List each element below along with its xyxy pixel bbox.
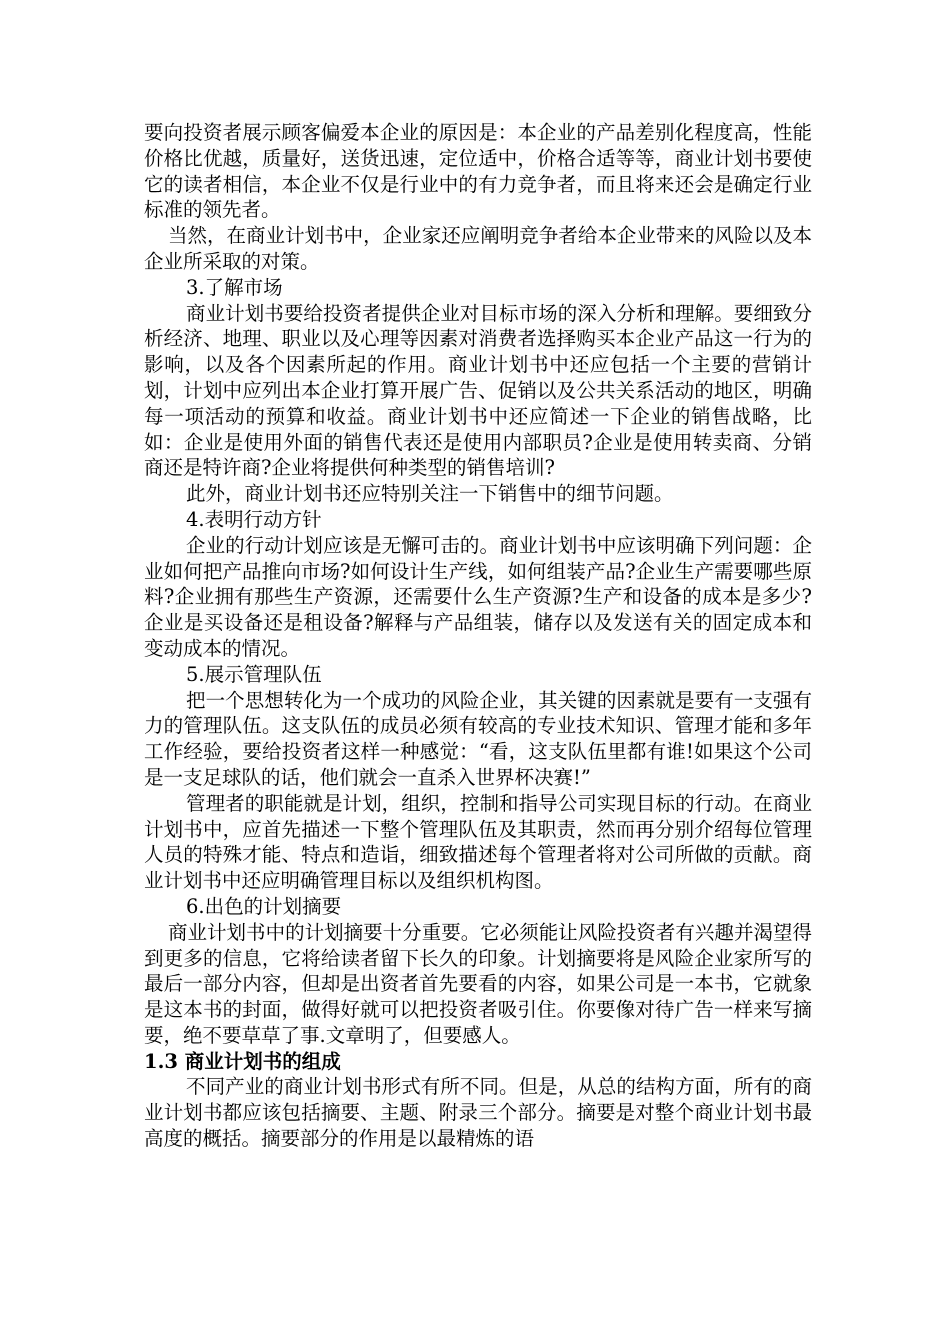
- heading-understand-market: 3.了解市场: [186, 275, 283, 299]
- paragraph-sales-details: 此外，商业计划书还应特别关注一下销售中的细节问题。: [186, 482, 674, 506]
- heading-action-plan: 4.表明行动方针: [186, 507, 322, 531]
- paragraph-action-plan: 企业的行动计划应该是无懈可击的。商业计划书中应该明确下列问题：企业如何把产品推向市场?如何设计生产线，如何组装产品?企业生产需要哪些原料?企业拥有那些生产资源，还需要什么生产资源?生产和设备的成本是多少?企业是买设备还是租设备?解释与产品组装，储存以及发送有关的固定成本和变动成本的情况。: [144, 533, 812, 660]
- section-heading-plan-composition: 1.3 商业计划书的组成: [144, 1049, 341, 1073]
- heading-executive-summary: 6.出色的计划摘要: [186, 894, 342, 918]
- paragraph-customer-preference: 要向投资者展示顾客偏爱本企业的原因是：本企业的产品差别化程度高，性能价格比优越，质量好，送货迅速，定位适中，价格合适等等，商业计划书要使它的读者相信，本企业不仅是行业中的有力竞争者，而且将来还会是确定行业标准的领先者。: [144, 121, 812, 222]
- paragraph-executive-summary: 商业计划书中的计划摘要十分重要。它必须能让风险投资者有兴趣并渴望得到更多的信息，它将给读者留下长久的印象。计划摘要将是风险企业家所写的最后一部分内容，但却是出资者首先要看的内容，如果公司是一本书，它就象是这本书的封面，做得好就可以把投资者吸引住。你要像对待广告一样来写摘要，绝不要草草了事.文章明了，但要感人。: [144, 920, 812, 1047]
- paragraph-competitor-risk: 当然，在商业计划书中，企业家还应阐明竞争者给本企业带来的风险以及本企业所采取的对策。: [144, 224, 812, 273]
- paragraph-market-analysis: 商业计划书要给投资者提供企业对目标市场的深入分析和理解。要细致分析经济、地理、职业以及心理等因素对消费者选择购买本企业产品这一行为的影响，以及各个因素所起的作用。商业计划书中还应包括一个主要的营销计划，计划中应列出本企业打算开展广告、促销以及公共关系活动的地区，明确每一项活动的预算和收益。商业计划书中还应简述一下企业的销售战略，比如：企业是使用外面的销售代表还是使用内部职员?企业是使用转卖商、分销商还是特许商?企业将提供何种类型的销售培训?: [144, 301, 812, 480]
- document-page: [144, 120, 812, 1152]
- paragraph-plan-composition: 不同产业的商业计划书形式有所不同。但是，从总的结构方面，所有的商业计划书都应该包括摘要、主题、附录三个部分。摘要是对整个商业计划书最高度的概括。摘要部分的作用是以最精炼的语: [144, 1075, 812, 1151]
- heading-management-team: 5.展示管理队伍: [186, 662, 322, 686]
- paragraph-management-team: 把一个思想转化为一个成功的风险企业，其关键的因素就是要有一支强有力的管理队伍。这支队伍的成员必须有较高的专业技术知识、管理才能和多年工作经验，要给投资者这样一种感觉：“看，这支队伍里都有谁!如果这个公司是一支足球队的话，他们就会一直杀入世界杯决赛!”: [144, 688, 812, 789]
- paragraph-management-functions: 管理者的职能就是计划，组织，控制和指导公司实现目标的行动。在商业计划书中，应首先描述一下整个管理队伍及其职责，然而再分别介绍每位管理人员的特殊才能、特点和造诣，细致描述每个管理者将对公司所做的贡献。商业计划书中还应明确管理目标以及组织机构图。: [144, 791, 812, 893]
